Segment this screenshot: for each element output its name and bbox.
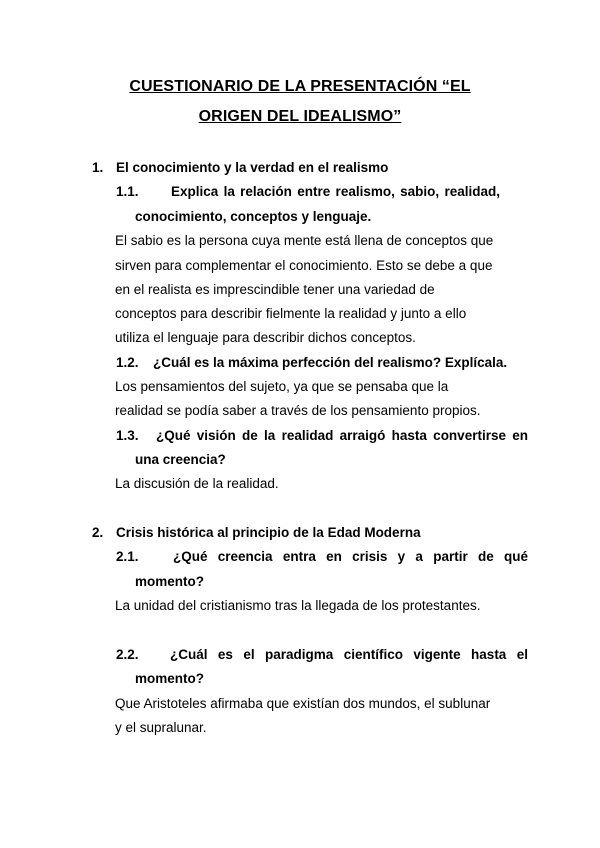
question-text-line: ¿Qué creencia entra en crisis y a partir de qué bbox=[173, 549, 528, 564]
document-title-line-2: ORIGEN DEL IDEALISMO” bbox=[198, 108, 402, 125]
document-title-line-1: CUESTIONARIO DE LA PRESENTACIÓN “EL bbox=[129, 78, 471, 95]
section-number: 1. bbox=[92, 160, 104, 175]
question-text-line: Explica la relación entre realismo, sabio, realidad, bbox=[171, 184, 500, 199]
answer-line: realidad se podía saber a través de los pensamiento propios. bbox=[115, 403, 481, 418]
question-text-line: ¿Cuál es la máxima perfección del realismo? Explícala. bbox=[153, 355, 508, 370]
question-number: 2.1. bbox=[116, 549, 139, 564]
answer-line: La unidad del cristianismo tras la llegada de los protestantes. bbox=[115, 598, 481, 613]
question-number: 1.2. bbox=[116, 355, 139, 370]
answer-line: y el supralunar. bbox=[115, 720, 207, 735]
question-number: 1.1. bbox=[116, 184, 139, 199]
question-text-line: ¿Cuál es el paradigma científico vigente hasta el bbox=[170, 647, 528, 662]
answer-line: Los pensamientos del sujeto, ya que se pensaba que la bbox=[115, 379, 449, 394]
section-title: Crisis histórica al principio de la Edad Moderna bbox=[116, 525, 421, 540]
answer-line: sirven para complementar el conocimiento. Esto se debe a que bbox=[115, 258, 493, 273]
answer-line: Que Aristoteles afirmaba que existían dos mundos, el sublunar bbox=[115, 696, 491, 711]
question-text-line: momento? bbox=[135, 574, 204, 589]
section-title: El conocimiento y la verdad en el realismo bbox=[116, 160, 389, 175]
question bbox=[116, 427, 528, 445]
question-text-line: momento? bbox=[135, 671, 204, 686]
question bbox=[116, 646, 528, 664]
section-number: 2. bbox=[92, 525, 104, 540]
answer-line: utiliza el lenguaje para describir dichos conceptos. bbox=[115, 330, 416, 345]
answer-line: La discusión de la realidad. bbox=[115, 476, 279, 491]
question-text-line: una creencia? bbox=[135, 452, 226, 467]
question-text-line: conocimiento, conceptos y lenguaje. bbox=[135, 209, 372, 224]
question-text-line: ¿Qué visión de la realidad arraigó hasta convertirse en bbox=[156, 428, 528, 443]
answer-line: conceptos para describir fielmente la realidad y junto a ello bbox=[115, 306, 467, 321]
question-number: 2.2. bbox=[116, 647, 139, 662]
question-number: 1.3. bbox=[116, 428, 139, 443]
question bbox=[116, 183, 500, 201]
answer-line: en el realista es imprescindible tener una variedad de bbox=[115, 282, 435, 297]
question bbox=[116, 548, 528, 566]
answer-line: El sabio es la persona cuya mente está llena de conceptos que bbox=[115, 233, 494, 248]
